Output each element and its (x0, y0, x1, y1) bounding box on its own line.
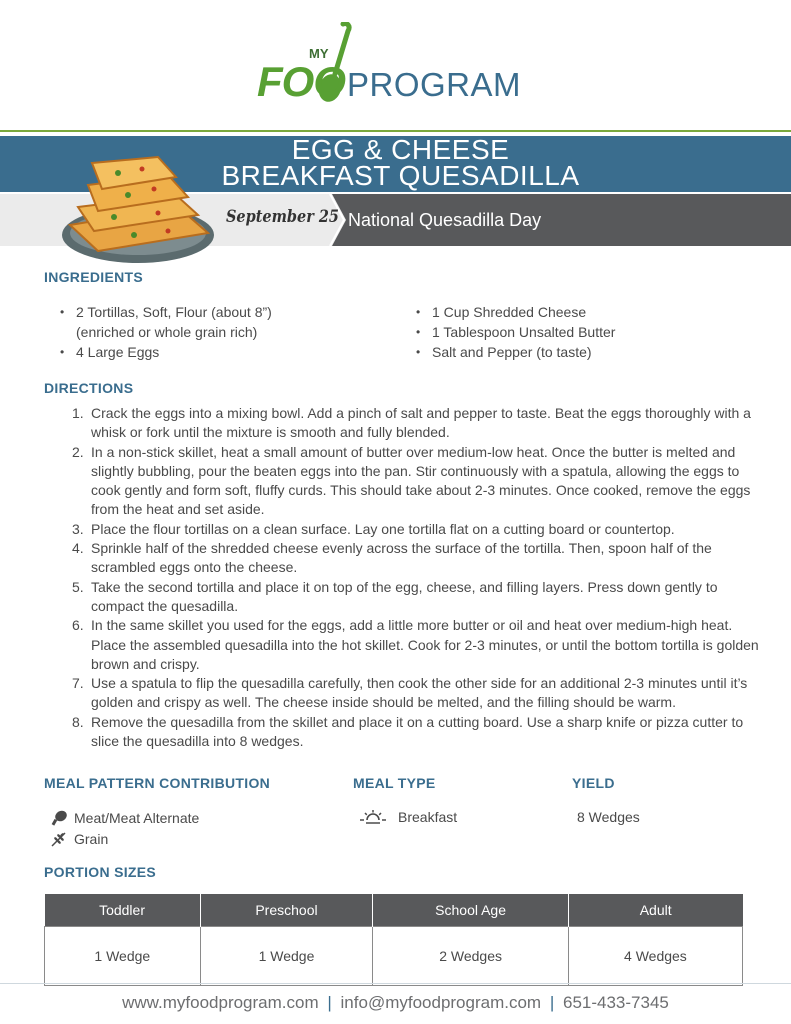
step-number: 1. (72, 405, 84, 421)
header-divider (0, 130, 791, 132)
column-header: Toddler (45, 894, 201, 927)
ingredients-heading: INGREDIENTS (44, 269, 143, 285)
meal-type-item (360, 809, 457, 825)
website-link[interactable]: www.myfoodprogram.com (122, 993, 319, 1012)
meal-pattern-label: Meat/Meat Alternate (74, 810, 200, 826)
meal-pattern-label: Grain (74, 831, 109, 847)
table-header-row (45, 894, 743, 927)
table-cell: 1 Wedge (200, 927, 373, 986)
footer-divider (0, 983, 791, 984)
meal-pattern-item (50, 831, 108, 847)
logo-my: MY (309, 46, 329, 61)
date-label: September 25 (226, 207, 339, 227)
logo-program: PROGRAM (347, 66, 522, 103)
separator: | (549, 993, 555, 1012)
table-row (45, 927, 743, 986)
direction-step (44, 443, 764, 520)
table-cell: 2 Wedges (373, 927, 568, 986)
meal-type-heading: MEAL TYPE (353, 775, 436, 791)
direction-step (44, 404, 764, 443)
step-number: 8. (72, 713, 84, 730)
footer-contact (0, 993, 791, 1013)
ingredient-item: • 2 Tortillas, Soft, Flour (about 8”) (enriched or whole grain rich) (44, 302, 334, 342)
ingredient-item: • 1 Cup Shredded Cheese (400, 302, 720, 322)
step-number: 2. (72, 443, 84, 460)
step-number: 6. (72, 617, 84, 634)
wheat-icon (50, 831, 68, 847)
column-header: Adult (568, 894, 742, 927)
direction-step (44, 713, 764, 752)
brand-logo (255, 22, 540, 112)
step-text: Remove the quesadilla from the skillet and place it on a cutting board. Use a sharp knife or pizza cutter to slice the quesadilla into 8 wedges. (91, 713, 744, 750)
phone-link[interactable]: 651-433-7345 (562, 993, 669, 1012)
directions-list (44, 404, 764, 751)
ingredients-list-left (44, 302, 334, 362)
ingredient-item: • Salt and Pepper (to taste) (400, 342, 720, 362)
step-text: Use a spatula to flip the quesadilla carefully, then cook the other side for an additional 2-3 minutes until it’s golden and crispy as well. The cheese inside should be melted, and the filling should be warm. (91, 675, 748, 711)
meal-pattern-heading: MEAL PATTERN CONTRIBUTION (44, 775, 271, 791)
direction-step (44, 616, 764, 674)
national-day-label: National Quesadilla Day (348, 210, 542, 230)
step-number: 5. (72, 578, 84, 595)
table-cell: 4 Wedges (568, 927, 742, 986)
portion-sizes-table (44, 894, 743, 986)
step-text: Crack the eggs into a mixing bowl. Add a pinch of salt and pepper to taste. Beat the eggs thoroughly with a whisk or fork until the mixture is smooth and fully blended. (91, 405, 751, 441)
direction-step (44, 539, 764, 578)
column-header: Preschool (200, 894, 373, 927)
step-text: Sprinkle half of the shredded cheese evenly across the surface of the tortilla. Then, spoon half of the scrambled eggs onto the cheese. (91, 540, 712, 576)
ingredients-list-right (400, 302, 720, 362)
step-number: 4. (72, 540, 84, 557)
ingredient-item: • 4 Large Eggs (44, 342, 334, 362)
direction-step (44, 520, 764, 539)
drumstick-icon (50, 810, 68, 826)
yield-value: 8 Wedges (577, 809, 640, 825)
quesadilla-image (58, 155, 218, 265)
portion-sizes-heading: PORTION SIZES (44, 864, 157, 880)
table-cell: 1 Wedge (45, 927, 201, 986)
ingredient-item: • 1 Tablespoon Unsalted Butter (400, 322, 720, 342)
meal-pattern-item (50, 810, 199, 826)
sunrise-icon (360, 809, 386, 825)
recipe-title-line2: BREAKFAST QUESADILLA (221, 160, 580, 191)
column-header: School Age (373, 894, 568, 927)
meal-type-value: Breakfast (398, 809, 458, 825)
separator: | (327, 993, 332, 1012)
directions-heading: DIRECTIONS (44, 380, 134, 396)
direction-step (44, 578, 764, 617)
email-link[interactable]: info@myfoodprogram.com (340, 993, 542, 1012)
step-text: Take the second tortilla and place it on top of the egg, cheese, and filling layers. Press down gently to compact the quesadilla. (91, 578, 718, 614)
step-text: Place the flour tortillas on a clean surface. Lay one tortilla flat on a cutting board or countertop. (91, 520, 675, 537)
logo-food: FOO (257, 58, 345, 105)
step-number: 7. (72, 675, 84, 692)
step-number: 3. (72, 520, 84, 537)
step-text: In the same skillet you used for the eggs, add a little more butter or oil and heat over medium-high heat. Place the assembled quesadilla into the hot skillet. Cook for 2-3 minutes, or until the bottom tortilla is golden brown and crispy. (91, 617, 759, 672)
recipe-title-line1: EGG & CHEESE (291, 134, 510, 165)
yield-heading: YIELD (572, 775, 615, 791)
step-text: In a non-stick skillet, heat a small amount of butter over medium-low heat. Once the butter is melted and slightly bubbling, pour the beaten eggs into the pan. Stir continuously with a spatula, allowing the eggs to cook gently and form soft, fluffy curds. This should take about 2-3 minutes. Once cooked, remove the eggs from the heat and set aside. (91, 443, 751, 518)
direction-step (44, 674, 764, 713)
